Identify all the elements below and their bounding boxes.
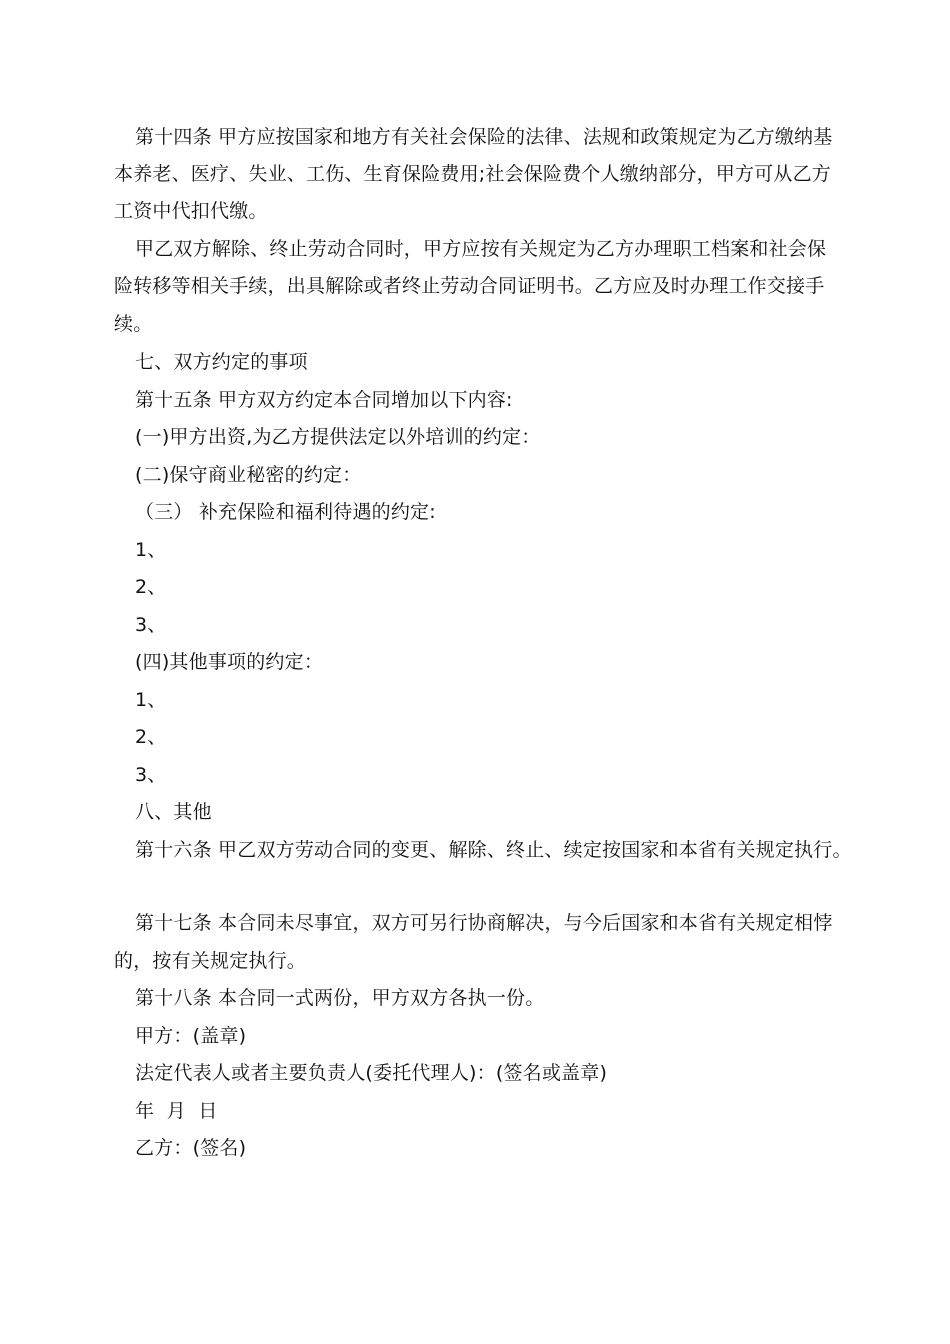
article-14-line-1: 第十四条 甲方应按国家和地方有关社会保险的法律、法规和政策规定为乙方缴纳基 [135,126,833,148]
article-16: 第十六条 甲乙双方劳动合同的变更、解除、终止、续定按国家和本省有关规定执行。 [135,839,852,861]
clause-1-training: (一)甲方出资,为乙方提供法定以外培训的约定： [135,426,541,448]
section-7-heading: 七、双方约定的事项 [135,351,308,373]
clause-4-item-2: 2、 [135,726,167,748]
clause-4-item-3: 3、 [135,764,167,786]
party-a-seal: 甲方：(盖章) [135,1025,247,1047]
article-17-line-2: 的，按有关规定执行。 [114,950,307,972]
termination-paragraph-line-1: 甲乙双方解除、终止劳动合同时，甲方应按有关规定为乙方办理职工档案和社会保 [135,238,827,260]
termination-paragraph-line-2: 险转移等相关手续，出具解除或者终止劳动合同证明书。乙方应及时办理工作交接手 [114,275,825,297]
termination-paragraph-line-3: 续。 [114,313,153,335]
article-17-line-1: 第十七条 本合同未尽事宜，双方可另行协商解决，与今后国家和本省有关规定相悖 [135,912,833,934]
clause-3-item-1: 1、 [135,539,167,561]
article-14-line-2: 本养老、医疗、失业、工伤、生育保险费用;社会保险费个人缴纳部分，甲方可从乙方 [114,163,832,185]
clause-3-item-3: 3、 [135,614,167,636]
article-14-line-3: 工资中代扣代缴。 [114,200,268,222]
clause-3-item-2: 2、 [135,576,167,598]
article-15: 第十五条 甲方双方约定本合同增加以下内容: [135,389,513,411]
legal-representative-signature: 法定代表人或者主要负责人(委托代理人)：(签名或盖章) [135,1062,608,1084]
section-8-heading: 八、其他 [135,801,212,823]
date-line: 年 月 日 [135,1100,218,1122]
clause-2-secrets: (二)保守商业秘密的约定： [135,464,362,486]
article-18: 第十八条 本合同一式两份，甲方双方各执一份。 [135,987,545,1009]
clause-3-insurance: （三） 补充保险和福利待遇的约定: [135,501,436,523]
clause-4-item-1: 1、 [135,689,167,711]
clause-4-other: (四)其他事项的约定： [135,651,324,673]
party-b-signature: 乙方：(签名) [135,1137,247,1159]
